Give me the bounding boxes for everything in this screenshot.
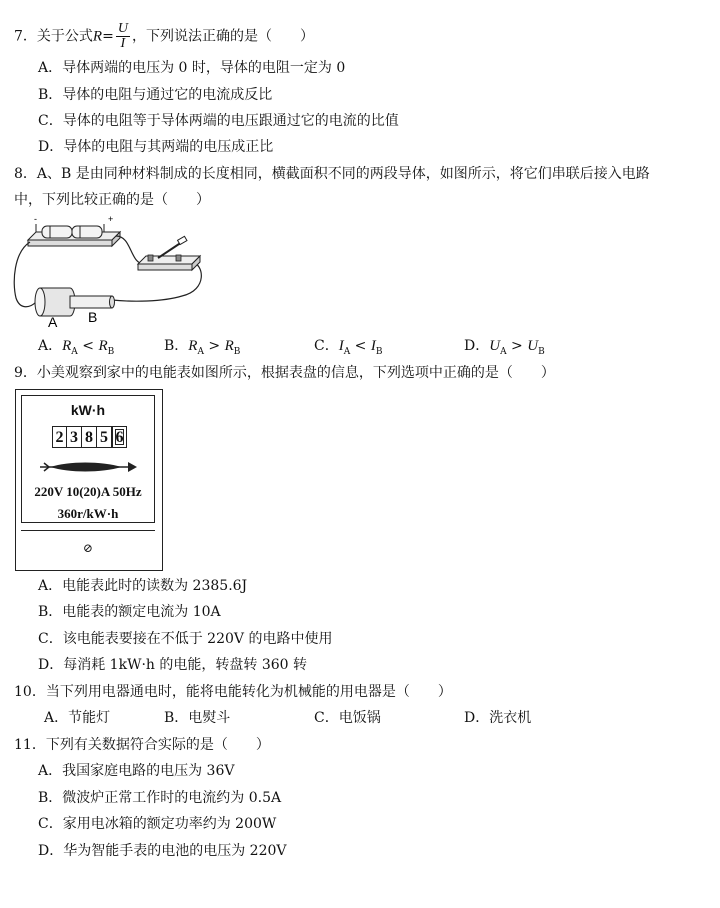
meter-digit: 2 bbox=[52, 426, 67, 448]
q8-stem-line2: 中，下列比较正确的是（ ） bbox=[14, 192, 210, 208]
q11-option-d: D．华为智能手表的电池的电压为 220V bbox=[38, 843, 287, 859]
screw-icon: ⊘ bbox=[83, 541, 94, 555]
q8-option-d: D．$U_A > U_B$ bbox=[464, 338, 545, 357]
q9-stem: 9．小美观察到家中的电能表如图所示，根据表盘的信息，下列选项中正确的是（ ） bbox=[14, 365, 555, 381]
q9-option-b: B．电能表的额定电流为 10A bbox=[38, 604, 221, 620]
q10-option-a: A．节能灯 bbox=[44, 710, 111, 726]
q8-option-b: B．$R_A > R_B$ bbox=[164, 338, 241, 357]
meter-unit-label: kW·h bbox=[70, 402, 106, 418]
q10-stem: 10．当下列用电器通电时，能将电能转化为机械能的用电器是（ ） bbox=[14, 684, 452, 700]
q7-option-a: A．导体两端的电压为 0 时，导体的电阻一定为 0 bbox=[38, 60, 346, 76]
q10-option-c: C．电饭锅 bbox=[314, 710, 381, 726]
battery-plus-label: + bbox=[108, 214, 114, 224]
q9-option-c: C．该电能表要接在不低于 220V 的电路中使用 bbox=[38, 631, 333, 647]
q7-stem bbox=[14, 22, 314, 51]
energy-meter-figure bbox=[15, 389, 163, 571]
meter-digit-decimal: 6 bbox=[112, 426, 127, 448]
meter-digit: 3 bbox=[67, 426, 82, 448]
q8-option-c: C．$I_A < I_B$ bbox=[314, 338, 383, 357]
q7-stem-prefix: 7．关于公式 bbox=[14, 28, 93, 45]
q9-option-d: D．每消耗 1kW·h 的电能，转盘转 360 转 bbox=[38, 657, 307, 673]
q7-option-b: B．导体的电阻与通过它的电流成反比 bbox=[38, 87, 273, 103]
q7-stem-suffix: ，下列说法正确的是（ ） bbox=[131, 28, 314, 45]
battery-minus-label: - bbox=[34, 214, 37, 224]
q10-option-d: D．洗衣机 bbox=[464, 710, 532, 726]
meter-rotor-disc-icon bbox=[40, 460, 140, 474]
conductor-ab-icon bbox=[35, 288, 115, 316]
q11-stem: 11．下列有关数据符合实际的是（ ） bbox=[14, 737, 270, 753]
conductor-a-label: A bbox=[48, 314, 58, 330]
q10-option-b: B．电熨斗 bbox=[164, 710, 231, 726]
q7-formula-num: U bbox=[117, 21, 128, 36]
q8-stem-line1: 8．A、B 是由同种材料制成的长度相同，横截面积不同的两段导体，如图所示，将它们串联后接入电路 bbox=[14, 166, 650, 182]
q8-option-a: A．$R_A < R_B$ bbox=[38, 338, 115, 357]
q11-option-b: B．微波炉正常工作时的电流约为 0.5A bbox=[38, 790, 282, 806]
q7-option-c: C．导体的电阻等于导体两端的电压跟通过它的电流的比值 bbox=[38, 113, 399, 129]
q11-option-a: A．我国家庭电路的电压为 36V bbox=[38, 763, 235, 779]
meter-spec-line2: 360r/kW·h bbox=[57, 506, 119, 521]
energy-meter-face bbox=[21, 395, 155, 523]
q11-option-c: C．家用电冰箱的额定功率约为 200W bbox=[38, 816, 277, 832]
q8-circuit-figure bbox=[12, 212, 212, 330]
meter-digit: 5 bbox=[97, 426, 112, 448]
q7-formula-lhs: R bbox=[92, 28, 103, 45]
q9-option-a: A．电能表此时的读数为 2385.6J bbox=[38, 578, 248, 594]
q7-formula-den: I bbox=[120, 36, 126, 51]
q7-formula-eq: = bbox=[102, 28, 114, 45]
q7-option-d: D．导体的电阻与其两端的电压成正比 bbox=[38, 139, 274, 155]
conductor-b-label: B bbox=[88, 309, 98, 325]
battery-icon bbox=[28, 224, 120, 246]
meter-terminal-cover bbox=[21, 530, 155, 564]
meter-spec-line1: 220V 10(20)A 50Hz bbox=[34, 484, 142, 499]
q7-formula-fraction bbox=[116, 22, 130, 51]
meter-digit-counter bbox=[52, 426, 127, 448]
meter-digit: 8 bbox=[82, 426, 97, 448]
switch-icon bbox=[138, 236, 200, 270]
